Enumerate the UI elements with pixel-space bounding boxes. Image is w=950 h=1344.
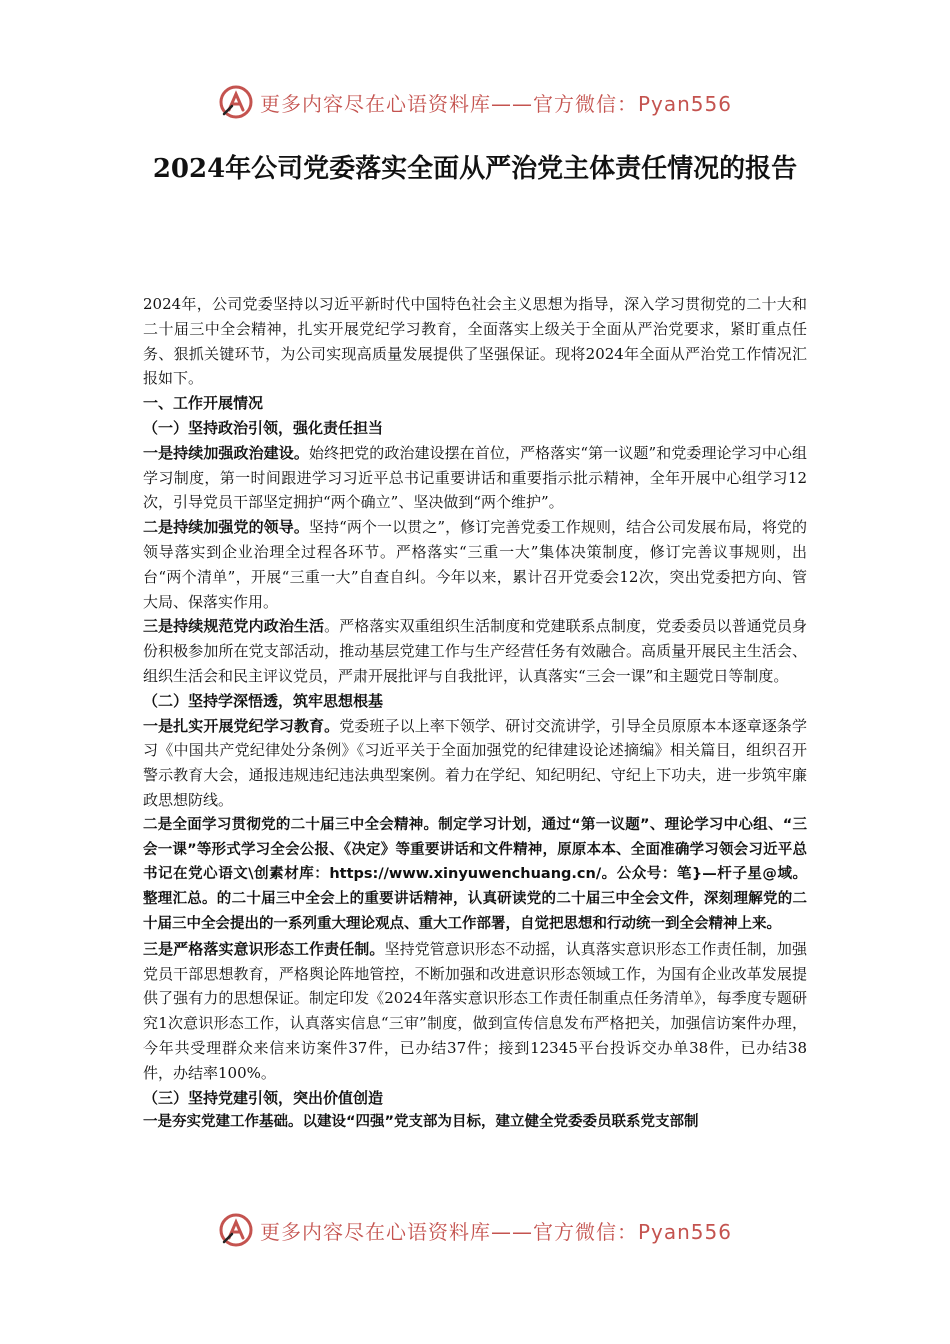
intro-paragraph: 2024年，公司党委坚持以习近平新时代中国特色社会主义思想为指导，深入学习贯彻党的二十大和二十届三中全会精神，扎实开展党纪学习教育，全面落实上级关于全面从严治党要求，紧盯重点任务、狠抓关键环节，为公司实现高质量发展提供了坚强保证。现将2024年全面从严治党工作情况汇报如下。	[143, 295, 807, 388]
paragraph: 三是严格落实意识形态工作责任制。坚持党管意识形态不动摇，认真落实意识形态工作责任制，加强党员干部思想教育，严格舆论阵地管控，不断加强和改进意识形态领域工作，为国有企业改革发展提供了强有力的思想保证。制定印发《2024年落实意识形态工作责任制重点任务清单》，每季度专题研究1次意识形态工作，认真落实信息“三审”制度，做到宣传信息发布严格把关，加强信访案件办理，今年共受理群众来信来访案件37件，已办结37件；接到12345平台投诉交办单38件，已办结38件，办结率100%。	[143, 939, 807, 1082]
document-body	[143, 292, 807, 1135]
paragraph: 一是扎实开展党纪学习教育。党委班子以上率下领学、研讨交流讲学，引导全员原原本本逐章逐条学习《中国共产党纪律处分条例》《习近平关于全面加强党的纪律建设论述摘编》相关篇目，组织召开警示教育大会，通报违规违纪违法典型案例。着力在学纪、知纪明纪、守纪上下功夫，进一步筑牢廉政思想防线。	[143, 716, 807, 809]
subsection-heading: （三）坚持党建引领，突出价值创造	[143, 1088, 384, 1107]
logo-icon	[218, 84, 254, 120]
watermark-text: 更多内容尽在心语资料库——官方微信：Pyan556	[259, 1219, 732, 1244]
paragraph: 一是夯实党建工作基础。以建设“四强”党支部为目标，建立健全党委委员联系党支部制	[143, 1114, 699, 1131]
paragraph: 一是持续加强政治建设。始终把党的政治建设摆在首位，严格落实“第一议题”和党委理论学习中心组学习制度，第一时间跟进学习习近平总书记重要讲话和重要指示批示精神，全年开展中心组学习12次，引导党员干部坚定拥护“两个确立”、坚决做到“两个维护”。	[143, 443, 807, 512]
watermark-text: 更多内容尽在心语资料库——官方微信：Pyan556	[259, 91, 732, 116]
subsection-heading: （一）坚持政治引领，强化责任担当	[143, 418, 384, 437]
watermark-banner-bottom	[0, 1210, 950, 1250]
paragraph: 三是持续规范党内政治生活。严格落实双重组织生活制度和党建联系点制度，党委委员以普通党员身份积极参加所在党支部活动，推动基层党建工作与生产经营任务有效融合。高质量开展民主生活会、组织生活会和民主评议党员，严肃开展批评与自我批评，认真落实“三会一课”和主题党日等制度。	[143, 617, 807, 685]
document-title: 2024年公司党委落实全面从严治党主体责任情况的报告	[152, 154, 798, 184]
watermark-banner-top	[0, 82, 950, 122]
logo-icon	[218, 1212, 254, 1248]
subsection-heading: （二）坚持学深悟透，筑牢思想根基	[143, 691, 384, 710]
section-heading: 一、工作开展情况	[143, 394, 264, 413]
paragraph: 二是全面学习贯彻党的二十届三中全会精神。制定学习计划，通过“第一议题”、理论学习中心组、“三会一课”等形式学习全会公报、《决定》等重要讲话和文件精神，原原本本、全面准确学习领会习近平总书记在党心语文\创素材库：https://www.xinyuwenchuang.cn/。公众号：笔}—杆子星@域。整理汇总。的二十届三中全会上的重要讲话精神，认真研读党的二十届三中全会文件，深刻理解党的二十届三中全会提出的一系列重大理论观点、重大工作部署，自觉把思想和行动统一到全会精神上来。	[143, 816, 807, 932]
paragraph: 二是持续加强党的领导。坚持“两个一以贯之”，修订完善党委工作规则，结合公司发展布局，将党的领导落实到企业治理全过程各环节。严格落实“三重一大”集体决策制度，修订完善议事规则，出台“两个清单”，开展“三重一大”自查自纠。今年以来，累计召开党委会12次，突出党委把方向、管大局、保落实作用。	[143, 518, 807, 611]
